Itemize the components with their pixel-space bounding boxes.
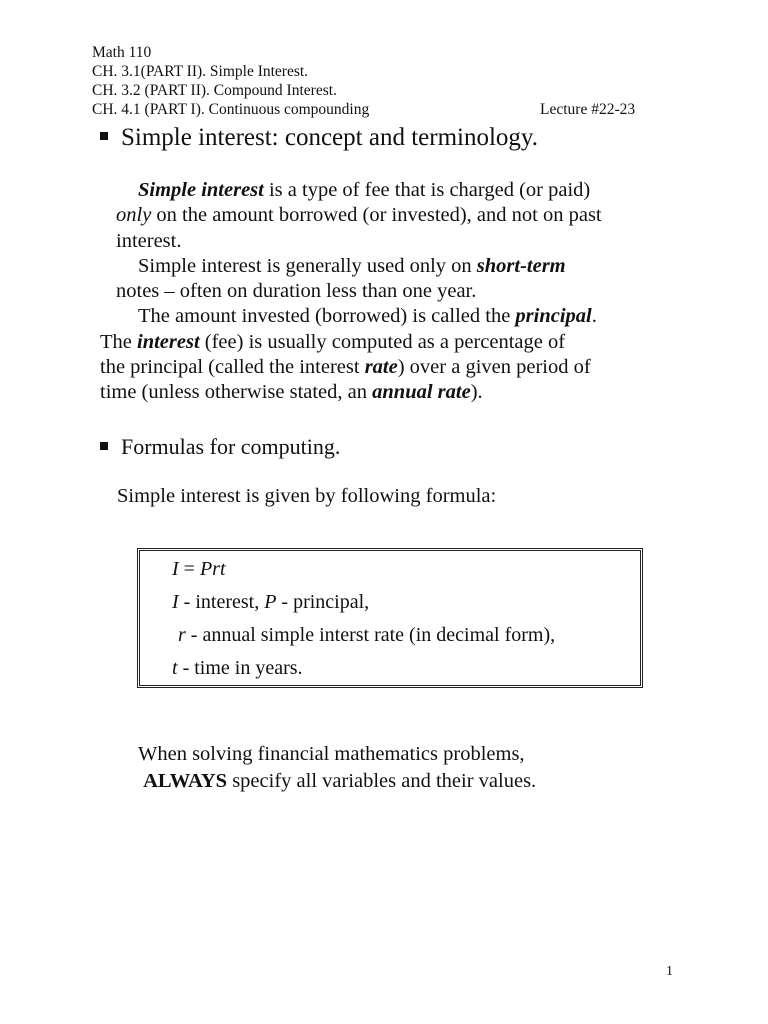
emphasis-always: ALWAYS <box>143 770 228 792</box>
var-t: t <box>172 657 178 679</box>
term-rate: rate <box>364 356 398 379</box>
formula-box <box>137 548 643 688</box>
text-span: is a type of fee that is charged (or paid) <box>263 179 591 201</box>
terminology-paragraph <box>100 178 602 406</box>
chapter-line-simple-interest: CH. 3.1(PART II). Simple Interest. <box>92 63 309 80</box>
text-line <box>100 355 602 380</box>
formula-def-time <box>172 657 303 680</box>
text-line <box>116 203 602 228</box>
page-header <box>92 43 662 119</box>
formula-def-interest-principal <box>172 591 369 614</box>
formula-intro: Simple interest is given by following formula: <box>117 485 497 507</box>
var-P: P <box>264 591 277 613</box>
square-bullet-icon <box>100 132 108 140</box>
text-span: - interest, <box>178 591 265 613</box>
text-line <box>100 380 602 405</box>
text-span: - annual simple interst rate (in decimal form), <box>185 624 556 646</box>
term-simple-interest: Simple interest <box>138 179 264 201</box>
term-principal: principal <box>515 305 592 328</box>
text-line <box>116 304 602 329</box>
formula-equation <box>172 558 226 581</box>
text-span: - principal, <box>276 591 370 613</box>
equals-sign: = <box>178 558 200 580</box>
text-span: (fee) is usually computed as a percentage of <box>199 330 566 353</box>
text-span: on the amount borrowed (or invested), and not on past <box>151 204 602 227</box>
chapter-line-compound-interest: CH. 3.2 (PART II). Compound Interest. <box>92 82 337 99</box>
formula-def-rate <box>178 624 555 647</box>
term-interest: interest <box>137 330 200 353</box>
text-span: Simple interest is generally used only on <box>138 254 477 277</box>
term-short-term: short-term <box>476 254 566 277</box>
text-span: time (unless otherwise stated, an <box>100 381 373 404</box>
var-Prt: Prt <box>199 558 226 580</box>
section-heading-terminology-text: Simple interest: concept and terminology. <box>121 124 539 151</box>
text-line <box>116 178 602 203</box>
advice-line-2 <box>138 768 536 795</box>
text-span: ) over a given period of <box>397 356 591 379</box>
square-bullet-icon <box>100 442 108 450</box>
chapter-line-continuous-text: CH. 4.1 (PART I). Continuous compounding <box>92 101 370 118</box>
advice-note <box>138 741 536 795</box>
var-I: I <box>172 591 179 613</box>
emphasis-only: only <box>116 204 152 227</box>
text-line: interest. <box>116 229 182 252</box>
text-span: The <box>100 330 137 353</box>
text-line <box>116 254 602 279</box>
var-r: r <box>178 624 186 646</box>
term-annual-rate: annual rate <box>372 381 471 404</box>
text-span: ). <box>470 381 483 404</box>
section-heading-formulas <box>100 434 340 460</box>
advice-line-1: When solving financial mathematics problems, <box>138 743 525 765</box>
text-span: - time in years. <box>177 657 303 679</box>
section-heading-terminology <box>100 124 538 152</box>
text-span: . <box>591 305 597 328</box>
text-span: the principal (called the interest <box>100 356 365 379</box>
text-line: notes – often on duration less than one year. <box>116 280 477 303</box>
page-number: 1 <box>666 964 673 979</box>
lecture-number: Lecture #22-23 <box>540 101 636 118</box>
text-span: The amount invested (borrowed) is called the <box>138 305 516 328</box>
chapter-line-continuous <box>92 100 662 119</box>
text-line <box>100 330 602 355</box>
text-span: specify all variables and their values. <box>227 770 537 792</box>
course-title: Math 110 <box>92 44 152 61</box>
section-heading-formulas-text: Formulas for computing. <box>121 434 341 459</box>
var-I: I <box>172 558 179 580</box>
